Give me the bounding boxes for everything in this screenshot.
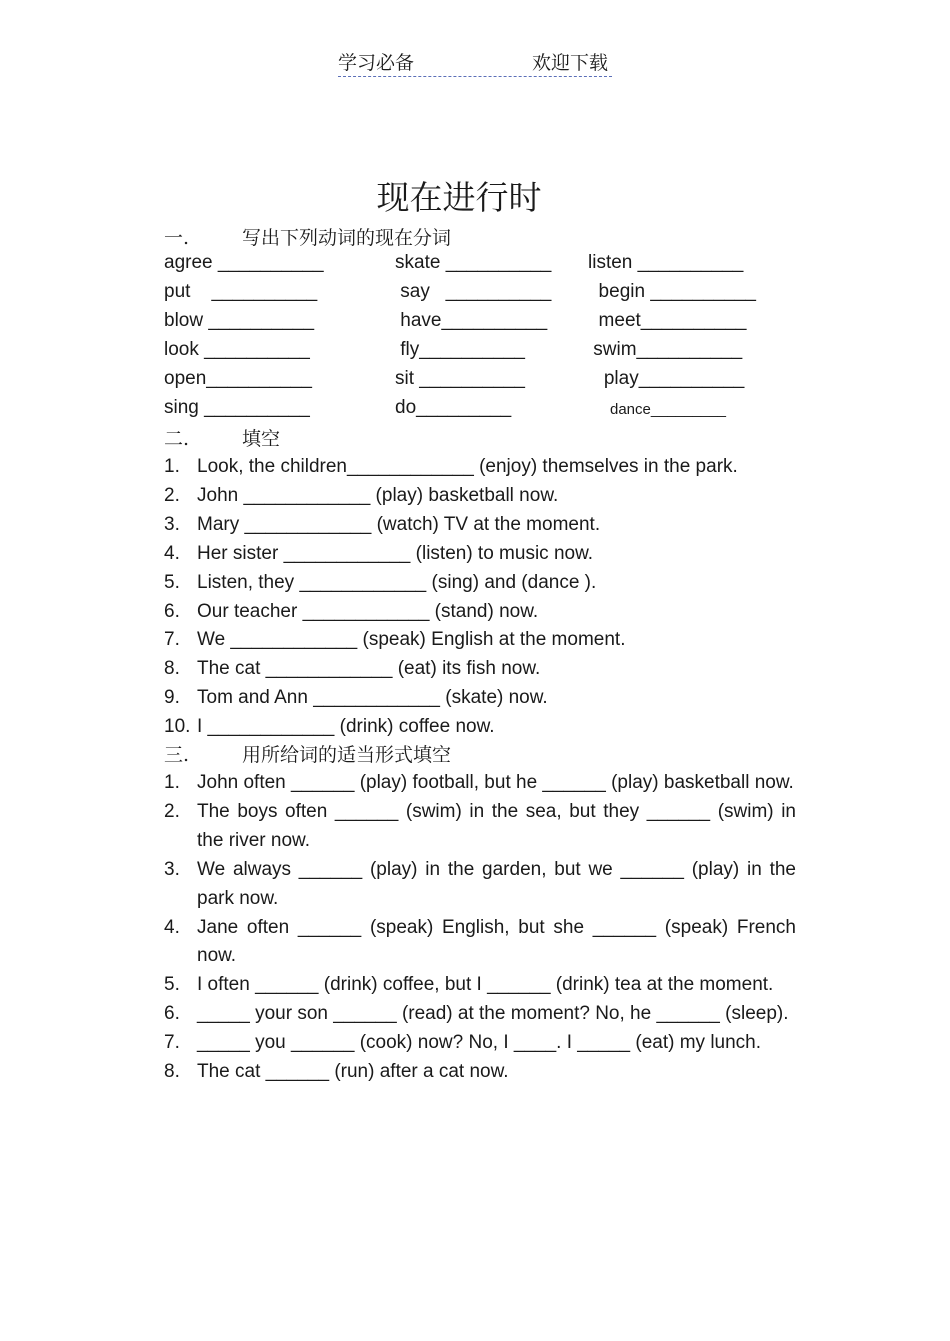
verb-cell: open__________ bbox=[164, 368, 312, 389]
verb-row bbox=[164, 339, 804, 368]
item-number: 8. bbox=[164, 1061, 180, 1083]
item-number: 6. bbox=[164, 600, 180, 622]
item-text: The cat ____________ (eat) its fish now. bbox=[197, 658, 541, 680]
verb-form-list bbox=[164, 769, 796, 1087]
list-item bbox=[164, 511, 796, 540]
item-text: We always ______ (play) in the garden, but we ______ (play) in the park now. bbox=[197, 858, 796, 909]
item-text: Look, the children____________ (enjoy) themselves in the park. bbox=[197, 456, 738, 477]
section2-heading bbox=[164, 424, 280, 451]
item-text: Tom and Ann ____________ (skate) now. bbox=[197, 687, 548, 709]
verb-cell: look __________ bbox=[164, 339, 310, 360]
header-left-text: 学习必备 bbox=[338, 52, 415, 74]
list-item bbox=[164, 569, 796, 598]
verb-cell: meet__________ bbox=[588, 310, 747, 331]
section1-heading bbox=[164, 223, 451, 250]
item-number: 4. bbox=[164, 542, 180, 564]
item-number: 5. bbox=[164, 974, 180, 996]
list-item bbox=[164, 971, 796, 1000]
item-text: Her sister ____________ (listen) to music now. bbox=[197, 542, 594, 564]
verb-cell: swim__________ bbox=[588, 339, 743, 360]
item-text: Mary ____________ (watch) TV at the moment. bbox=[197, 513, 601, 535]
list-item bbox=[164, 1058, 796, 1087]
verb-cell: fly__________ bbox=[395, 339, 525, 360]
item-number: 6. bbox=[164, 1003, 180, 1025]
item-number: 2. bbox=[164, 484, 180, 506]
item-text: Listen, they ____________ (sing) and (dance ). bbox=[197, 571, 597, 593]
list-item bbox=[164, 1029, 796, 1058]
item-number: 1. bbox=[164, 772, 180, 793]
item-number: 8. bbox=[164, 658, 180, 680]
section3-number: 三. bbox=[164, 744, 190, 766]
section2-number: 二. bbox=[164, 428, 190, 450]
item-text: The boys often ______ (swim) in the sea, but they ______ (swim) in the river now. bbox=[197, 800, 796, 851]
verb-cell: say __________ bbox=[395, 281, 552, 302]
verb-cell: have__________ bbox=[395, 310, 548, 331]
verb-cell: blow __________ bbox=[164, 310, 315, 331]
verb-row bbox=[164, 252, 804, 281]
list-item bbox=[164, 914, 796, 972]
verb-row bbox=[164, 397, 804, 426]
item-text: John often ______ (play) football, but he ______ (play) basketball now. bbox=[197, 772, 794, 793]
list-item bbox=[164, 482, 796, 511]
item-number: 5. bbox=[164, 571, 180, 593]
verb-cell: sing __________ bbox=[164, 397, 310, 418]
list-item bbox=[164, 1000, 796, 1029]
verb-cell: skate __________ bbox=[395, 252, 552, 273]
verb-row bbox=[164, 310, 804, 339]
section2-title: 填空 bbox=[242, 428, 281, 450]
list-item bbox=[164, 769, 796, 798]
item-text: I ____________ (drink) coffee now. bbox=[197, 716, 495, 738]
item-number: 7. bbox=[164, 629, 180, 651]
item-number: 10. bbox=[164, 716, 191, 738]
item-number: 3. bbox=[164, 858, 180, 880]
verb-row bbox=[164, 368, 804, 397]
list-item bbox=[164, 798, 796, 856]
item-text: John ____________ (play) basketball now. bbox=[197, 484, 559, 506]
item-number: 2. bbox=[164, 800, 180, 822]
list-item bbox=[164, 540, 796, 569]
verb-cell: put __________ bbox=[164, 281, 318, 302]
item-text: The cat ______ (run) after a cat now. bbox=[197, 1061, 509, 1083]
list-item bbox=[164, 684, 796, 713]
item-text: _____ your son ______ (read) at the moment? No, he ______ (sleep). bbox=[197, 1003, 789, 1025]
list-item bbox=[164, 453, 796, 482]
verb-grid bbox=[164, 252, 804, 426]
verb-row bbox=[164, 281, 804, 310]
list-item bbox=[164, 598, 796, 627]
section3-heading bbox=[164, 740, 451, 767]
verb-cell: agree __________ bbox=[164, 252, 324, 273]
item-number: 7. bbox=[164, 1032, 180, 1054]
section1-number: 一. bbox=[164, 227, 190, 249]
list-item bbox=[164, 626, 796, 655]
item-number: 9. bbox=[164, 687, 180, 709]
list-item bbox=[164, 856, 796, 914]
item-number: 4. bbox=[164, 916, 180, 938]
verb-cell: listen __________ bbox=[588, 252, 744, 273]
item-number: 1. bbox=[164, 456, 180, 477]
item-text: We ____________ (speak) English at the moment. bbox=[197, 629, 626, 651]
item-text: _____ you ______ (cook) now? No, I ____. I _____ (eat) my lunch. bbox=[197, 1032, 762, 1054]
item-text: Our teacher ____________ (stand) now. bbox=[197, 600, 539, 622]
verb-cell: play__________ bbox=[588, 368, 745, 389]
item-text: I often ______ (drink) coffee, but I ______ (drink) tea at the moment. bbox=[197, 974, 774, 996]
section1-title: 写出下列动词的现在分词 bbox=[242, 227, 452, 249]
item-number: 3. bbox=[164, 513, 180, 535]
item-text: Jane often ______ (speak) English, but she ______ (speak) French now. bbox=[197, 916, 796, 967]
list-item bbox=[164, 713, 796, 742]
verb-cell: dance_________ bbox=[610, 401, 726, 418]
verb-cell: sit __________ bbox=[395, 368, 525, 389]
page-title: 现在进行时 bbox=[376, 178, 542, 217]
header-right-text: 欢迎下载 bbox=[531, 52, 608, 74]
section3-title: 用所给词的适当形式填空 bbox=[242, 744, 452, 766]
verb-cell: begin __________ bbox=[588, 281, 756, 302]
verb-cell: do_________ bbox=[395, 397, 512, 418]
fill-blank-list bbox=[164, 453, 796, 742]
page-header bbox=[338, 46, 612, 77]
list-item bbox=[164, 655, 796, 684]
